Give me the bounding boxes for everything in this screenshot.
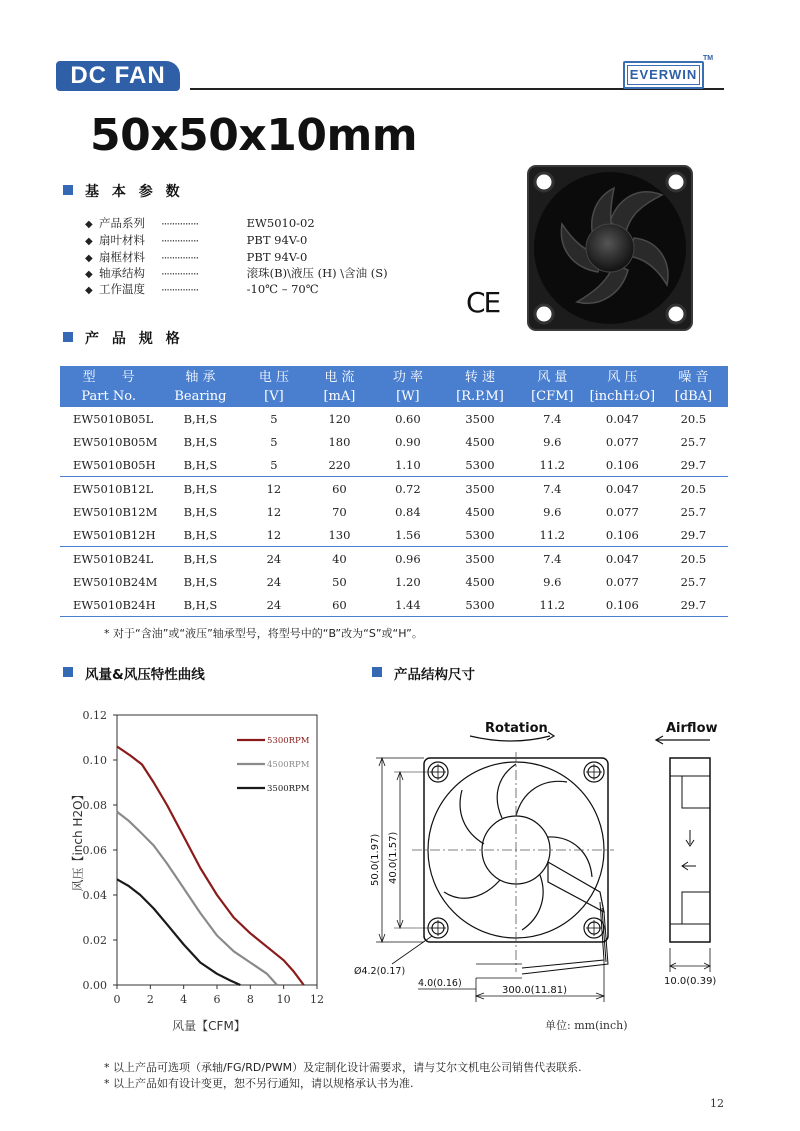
spec-table-body (60, 407, 728, 617)
table-cell: 50 (332, 574, 347, 589)
legend-label: 3500RPM (267, 784, 310, 794)
table-header-cn (60, 366, 728, 385)
series-line-5300RPM (117, 747, 304, 986)
table-cell: 7.4 (543, 551, 562, 566)
table-cell: B,H,S (183, 481, 218, 496)
table-row (60, 500, 728, 523)
table-cell: 11.2 (519, 593, 586, 617)
dim-hole-label: Ø4.2(0.17) (354, 966, 406, 977)
table-cell: 0.047 (605, 481, 639, 496)
table-cell: 0.047 (605, 411, 639, 426)
spec-item: ◆ 产品系列 ·············· EW5010-02 (85, 216, 315, 231)
col-header: 风 量 (519, 366, 586, 385)
table-row (60, 547, 728, 571)
part-number-cell: EW5010B24L (73, 551, 154, 566)
dim-offset-label: 4.0(0.16) (418, 978, 462, 989)
part-number-cell: EW5010B24M (73, 574, 158, 589)
table-cell: 4500 (465, 434, 495, 449)
table-cell: 0.077 (605, 504, 639, 519)
table-row (60, 523, 728, 547)
section-marker-icon (372, 667, 382, 677)
table-cell: 0.106 (586, 523, 659, 547)
table-cell: 9.6 (543, 574, 562, 589)
col-header: 转 速 (441, 366, 518, 385)
y-tick-label: 0.12 (82, 709, 107, 722)
spec-item: ◆ 轴承结构 ·············· 滚珠(B)\液压 (H) \含油 (S) (85, 266, 388, 281)
table-cell: 180 (328, 434, 351, 449)
table-cell: 0.106 (586, 593, 659, 617)
table-row (60, 453, 728, 477)
table-cell: 0.84 (395, 504, 421, 519)
pq-curve-chart (60, 700, 350, 1040)
section-marker-icon (63, 185, 73, 195)
page-number: 12 (710, 1097, 724, 1110)
table-cell: 0.077 (605, 574, 639, 589)
table-cell: 12 (266, 504, 282, 519)
table-cell: 40 (332, 551, 347, 566)
category-badge: DC FAN (56, 61, 180, 91)
airflow-label: Airflow (666, 721, 718, 736)
col-header-en: [mA] (304, 385, 374, 407)
footer-note: * 以上产品如有设计变更，恕不另行通知，请以规格承认书为准. (104, 1077, 414, 1090)
x-tick-label: 12 (310, 993, 324, 1006)
table-cell: 3500 (465, 551, 495, 566)
table-cell: 220 (304, 453, 374, 477)
section-marker-icon (63, 332, 73, 342)
table-cell: 5 (243, 453, 304, 477)
table-cell: 7.4 (543, 481, 562, 496)
col-header: 电 压 (243, 366, 304, 385)
col-header-en: [dBA] (659, 385, 728, 407)
table-cell: 5300 (441, 593, 518, 617)
table-cell: 4500 (465, 504, 495, 519)
plot-frame (117, 715, 317, 985)
spec-item: ◆ 扇叶材料 ·············· PBT 94V-0 (85, 233, 308, 248)
x-tick-label: 6 (213, 993, 221, 1006)
table-cell: 5300 (441, 523, 518, 547)
table-cell: B,H,S (157, 593, 243, 617)
table-cell: 3500 (465, 411, 495, 426)
col-header-en: [W] (374, 385, 441, 407)
spec-item: ◆ 扇框材料 ·············· PBT 94V-0 (85, 250, 308, 265)
table-cell: 12 (243, 523, 304, 547)
dim-thickness-label: 10.0(0.39) (664, 976, 717, 987)
table-cell: 29.7 (659, 453, 728, 477)
table-cell: 20.5 (680, 411, 707, 426)
table-row (60, 593, 728, 617)
y-tick-label: 0.06 (82, 844, 107, 857)
dim-inner-label: 40.0(1.57) (388, 831, 399, 884)
dimension-drawing (352, 712, 732, 1032)
part-number-cell: EW5010B12L (73, 481, 154, 496)
model-size-title: 50x50x10mm (90, 110, 418, 161)
spec-item: ◆ 工作温度 ·············· -10℃ – 70℃ (85, 282, 319, 297)
table-cell: B,H,S (183, 411, 218, 426)
x-tick-label: 2 (146, 993, 154, 1006)
table-cell: 130 (304, 523, 374, 547)
table-cell: 24 (266, 551, 282, 566)
table-cell: 25.7 (680, 574, 707, 589)
table-cell: 29.7 (659, 593, 728, 617)
y-tick-label: 0.10 (82, 754, 107, 767)
table-cell: 24 (243, 593, 304, 617)
part-number-cell: EW5010B24H (60, 593, 157, 617)
col-header-en: [R.P.M] (441, 385, 518, 407)
section-marker-icon (63, 667, 73, 677)
table-cell: 12 (266, 481, 282, 496)
rotation-arrow-icon (470, 736, 550, 741)
col-header-en: [inchH₂O] (586, 385, 659, 407)
part-number-cell: EW5010B05L (73, 411, 154, 426)
y-tick-label: 0.02 (82, 934, 107, 947)
col-header-en: Bearing (157, 385, 243, 407)
table-cell: 0.106 (586, 453, 659, 477)
table-row (60, 407, 728, 430)
legend-label: 4500RPM (267, 760, 310, 770)
table-cell: 11.2 (519, 523, 586, 547)
col-header: 噪 音 (659, 366, 728, 385)
y-tick-label: 0.08 (82, 799, 107, 812)
col-header: 型 号 (60, 366, 157, 385)
part-number-cell: EW5010B05M (73, 434, 158, 449)
table-cell: B,H,S (183, 551, 218, 566)
footer-note: * 以上产品可选项（承轴/FG/RD/PWM）及定制化设计需要求，请与艾尔文机电公司销售代表联系. (104, 1061, 582, 1074)
table-cell: B,H,S (183, 434, 218, 449)
table-cell: 60 (304, 593, 374, 617)
table-cell: 7.4 (543, 411, 562, 426)
table-cell: B,H,S (183, 574, 218, 589)
table-cell: 1.44 (374, 593, 441, 617)
x-tick-label: 10 (276, 993, 291, 1006)
table-cell: 20.5 (680, 551, 707, 566)
table-cell: 9.6 (543, 434, 562, 449)
col-header: 电 流 (304, 366, 374, 385)
fan-side-view (670, 758, 710, 942)
x-axis-label: 风量【CFM】 (172, 1019, 246, 1033)
table-cell: 0.60 (395, 411, 421, 426)
legend-label: 5300RPM (267, 736, 310, 746)
table-cell: 9.6 (543, 504, 562, 519)
table-cell: 20.5 (680, 481, 707, 496)
col-header-en: [CFM] (519, 385, 586, 407)
table-cell: B,H,S (157, 523, 243, 547)
table-cell: 0.96 (395, 551, 421, 566)
part-number-cell: EW5010B12H (60, 523, 157, 547)
table-cell: 120 (328, 411, 351, 426)
dim-cable-label: 300.0(11.81) (502, 985, 568, 996)
col-header: 功 率 (374, 366, 441, 385)
dim-outer-label: 50.0(1.97) (370, 833, 381, 886)
col-header: 风 压 (586, 366, 659, 385)
y-axis-label: 风压【inch H2O】 (71, 788, 85, 892)
table-cell: 1.20 (395, 574, 421, 589)
table-cell: 0.72 (395, 481, 421, 496)
x-tick-label: 4 (180, 993, 188, 1006)
rotation-label: Rotation (485, 721, 548, 736)
table-cell: 25.7 (680, 504, 707, 519)
table-cell: B,H,S (183, 504, 218, 519)
table-cell: 25.7 (680, 434, 707, 449)
col-header-en: [V] (243, 385, 304, 407)
x-tick-label: 8 (246, 993, 254, 1006)
unit-label: 单位: mm(inch) (545, 1019, 628, 1032)
table-cell: 29.7 (659, 523, 728, 547)
table-cell: 0.047 (605, 551, 639, 566)
table-cell: 24 (266, 574, 282, 589)
table-cell: 11.2 (519, 453, 586, 477)
table-cell: 5 (270, 411, 278, 426)
ce-mark-icon: CE (466, 286, 500, 319)
series-line-3500RPM (117, 879, 240, 985)
curve-section-title: 风量&风压特性曲线 (85, 667, 205, 683)
part-number-cell: EW5010B05H (60, 453, 157, 477)
x-tick-label: 0 (113, 993, 121, 1006)
table-row (60, 570, 728, 593)
y-tick-label: 0.04 (82, 889, 107, 902)
table-row (60, 430, 728, 453)
table-cell: 3500 (465, 481, 495, 496)
structure-section-title: 产品结构尺寸 (394, 667, 475, 683)
table-cell: 4500 (465, 574, 495, 589)
brand-logo: EVERWIN (623, 61, 704, 89)
table-cell: 0.077 (605, 434, 639, 449)
col-header: 轴 承 (157, 366, 243, 385)
spec-table (60, 366, 728, 617)
trademark-mark: TM (703, 55, 714, 62)
table-header-en (60, 385, 728, 407)
table-cell: 5300 (441, 453, 518, 477)
fan-photo (522, 160, 698, 336)
col-header-en: Part No. (60, 385, 157, 407)
y-tick-label: 0.00 (82, 979, 107, 992)
table-cell: 0.90 (395, 434, 421, 449)
spec-table-title: 产 品 规 格 (85, 331, 184, 347)
table-row (60, 477, 728, 501)
table-cell: 5 (270, 434, 278, 449)
basic-params-title: 基 本 参 数 (85, 184, 184, 200)
table-cell: 60 (332, 481, 347, 496)
table-cell: 1.56 (374, 523, 441, 547)
table-cell: 70 (332, 504, 347, 519)
table-note: * 对于“含油”或“液压”轴承型号，将型号中的“B”改为“S”或“H”。 (104, 627, 423, 640)
part-number-cell: EW5010B12M (73, 504, 158, 519)
table-cell: 1.10 (374, 453, 441, 477)
table-cell: B,H,S (157, 453, 243, 477)
